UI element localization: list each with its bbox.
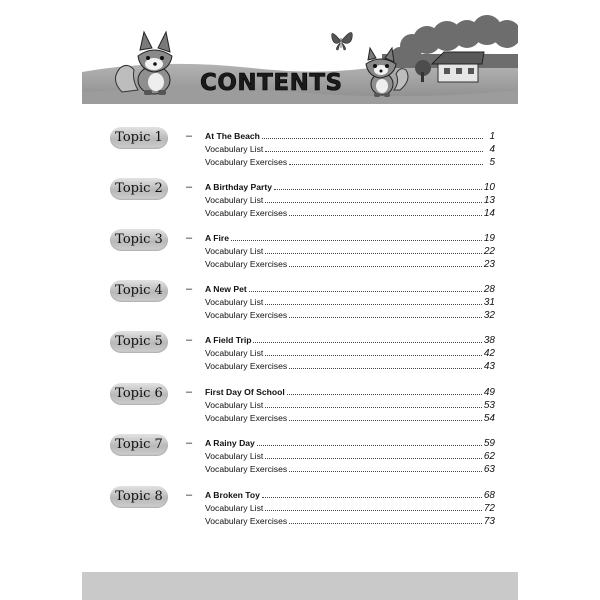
- toc-entry-title[interactable]: [205, 233, 495, 246]
- leader-dots: [287, 387, 482, 395]
- header-banner: [82, 0, 518, 104]
- dash: –: [186, 334, 193, 346]
- dash: –: [186, 130, 193, 142]
- entry-title: A Broken Toy: [205, 490, 260, 500]
- entry-title: Vocabulary Exercises: [205, 310, 288, 320]
- toc-entry-vocab-list[interactable]: [205, 503, 495, 516]
- page-number: 32: [483, 310, 495, 321]
- topic-8: [106, 490, 520, 534]
- page-number: 68: [483, 490, 495, 501]
- entry-title: At The Beach: [205, 131, 260, 141]
- entry-title: Vocabulary Exercises: [205, 464, 288, 474]
- page-number: 14: [483, 208, 495, 219]
- dash: –: [186, 283, 193, 295]
- topic-label: Topic 6: [110, 383, 168, 405]
- leader-dots: [265, 451, 482, 459]
- toc-entry-vocab-list[interactable]: [205, 297, 495, 310]
- leader-dots: [289, 259, 482, 267]
- entry-title: Vocabulary List: [205, 400, 264, 410]
- butterfly-icon: [332, 32, 353, 50]
- page-number: 38: [483, 335, 495, 346]
- dash: –: [186, 489, 193, 501]
- leader-dots: [265, 297, 482, 305]
- toc-entry-title[interactable]: [205, 131, 495, 144]
- leader-dots: [289, 413, 482, 421]
- toc-entry-vocab-exercises[interactable]: [205, 361, 495, 374]
- page-number: 72: [483, 503, 495, 514]
- leader-dots: [265, 400, 482, 408]
- page-number: 49: [483, 387, 495, 398]
- topic-label: Topic 3: [110, 229, 168, 251]
- entry-title: A Birthday Party: [205, 182, 273, 192]
- topic-6: [106, 387, 520, 431]
- contents-page: [82, 0, 518, 600]
- toc-entry-vocab-exercises[interactable]: [205, 259, 495, 272]
- entry-title: Vocabulary List: [205, 297, 264, 307]
- toc-entry-vocab-list[interactable]: [205, 451, 495, 464]
- leader-dots: [249, 284, 482, 292]
- toc-entry-vocab-list[interactable]: [205, 195, 495, 208]
- toc-entry-vocab-exercises[interactable]: [205, 157, 495, 170]
- entry-title: Vocabulary List: [205, 503, 264, 513]
- leader-dots: [289, 310, 482, 318]
- page-number: 4: [489, 144, 495, 155]
- fox-icon: [115, 32, 172, 95]
- toc-entry-title[interactable]: [205, 182, 495, 195]
- entry-title: Vocabulary List: [205, 144, 264, 154]
- leader-dots: [265, 195, 482, 203]
- entry-title: A New Pet: [205, 284, 247, 294]
- leader-dots: [289, 516, 482, 524]
- toc-entry-vocab-list[interactable]: [205, 400, 495, 413]
- page-number: 54: [483, 413, 495, 424]
- toc-entry-title[interactable]: [205, 438, 495, 451]
- leader-dots: [289, 208, 482, 216]
- page-number: 73: [483, 516, 495, 527]
- house-icon: [432, 52, 484, 82]
- page-number: 42: [483, 348, 495, 359]
- leader-dots: [289, 157, 483, 165]
- leader-dots: [289, 361, 482, 369]
- dash: –: [186, 232, 193, 244]
- topic-5: [106, 335, 520, 379]
- leader-dots: [253, 335, 481, 343]
- toc-entry-vocab-exercises[interactable]: [205, 464, 495, 477]
- toc-entry-title[interactable]: [205, 490, 495, 503]
- page-number: 23: [483, 259, 495, 270]
- toc-entry-vocab-list[interactable]: [205, 144, 495, 157]
- entry-title: Vocabulary Exercises: [205, 208, 288, 218]
- entry-title: Vocabulary List: [205, 195, 264, 205]
- toc-entry-title[interactable]: [205, 335, 495, 348]
- leader-dots: [265, 246, 482, 254]
- toc-entry-vocab-exercises[interactable]: [205, 516, 495, 529]
- page-number: 19: [483, 233, 495, 244]
- topic-label: Topic 2: [110, 178, 168, 200]
- topic-label: Topic 7: [110, 434, 168, 456]
- leader-dots: [262, 490, 482, 498]
- page-number: 53: [483, 400, 495, 411]
- leader-dots: [265, 503, 482, 511]
- page-number: 62: [483, 451, 495, 462]
- toc-entry-vocab-exercises[interactable]: [205, 208, 495, 221]
- footer-band: [82, 572, 518, 600]
- leader-dots: [265, 144, 483, 152]
- topic-label: Topic 8: [110, 486, 168, 508]
- topic-label: Topic 5: [110, 331, 168, 353]
- page-number: 13: [483, 195, 495, 206]
- page-number: 5: [489, 157, 495, 168]
- topic-label: Topic 4: [110, 280, 168, 302]
- entry-title: Vocabulary Exercises: [205, 259, 288, 269]
- entry-title: Vocabulary Exercises: [205, 361, 288, 371]
- dash: –: [186, 181, 193, 193]
- topic-1: [106, 131, 520, 175]
- page-number: 10: [483, 182, 495, 193]
- dash: –: [186, 386, 193, 398]
- topic-label: Topic 1: [110, 127, 168, 149]
- topic-3: [106, 233, 520, 277]
- toc-entry-title[interactable]: [205, 284, 495, 297]
- toc-entry-vocab-list[interactable]: [205, 348, 495, 361]
- entry-title: A Field Trip: [205, 335, 252, 345]
- topic-4: [106, 284, 520, 328]
- topic-2: [106, 182, 520, 226]
- page-title: CONTENTS: [200, 70, 343, 96]
- leader-dots: [231, 233, 482, 241]
- toc-entry-title[interactable]: [205, 387, 495, 400]
- page-number: 43: [483, 361, 495, 372]
- leader-dots: [289, 464, 482, 472]
- topic-7: [106, 438, 520, 482]
- entry-title: First Day Of School: [205, 387, 285, 397]
- entry-title: Vocabulary List: [205, 348, 264, 358]
- entry-title: Vocabulary List: [205, 246, 264, 256]
- page-number: 1: [489, 131, 495, 142]
- entry-title: A Rainy Day: [205, 438, 255, 448]
- page-number: 63: [483, 464, 495, 475]
- entry-title: Vocabulary Exercises: [205, 157, 288, 167]
- entry-title: Vocabulary Exercises: [205, 516, 288, 526]
- page-number: 31: [483, 297, 495, 308]
- page-number: 22: [483, 246, 495, 257]
- toc-entry-vocab-exercises[interactable]: [205, 413, 495, 426]
- entry-title: A Fire: [205, 233, 230, 243]
- page-number: 28: [483, 284, 495, 295]
- page-number: 59: [483, 438, 495, 449]
- toc-entry-vocab-exercises[interactable]: [205, 310, 495, 323]
- dash: –: [186, 437, 193, 449]
- entry-title: Vocabulary Exercises: [205, 413, 288, 423]
- leader-dots: [274, 182, 482, 190]
- toc-entry-vocab-list[interactable]: [205, 246, 495, 259]
- leader-dots: [265, 348, 482, 356]
- leader-dots: [257, 438, 482, 446]
- entry-title: Vocabulary List: [205, 451, 264, 461]
- leader-dots: [262, 131, 483, 139]
